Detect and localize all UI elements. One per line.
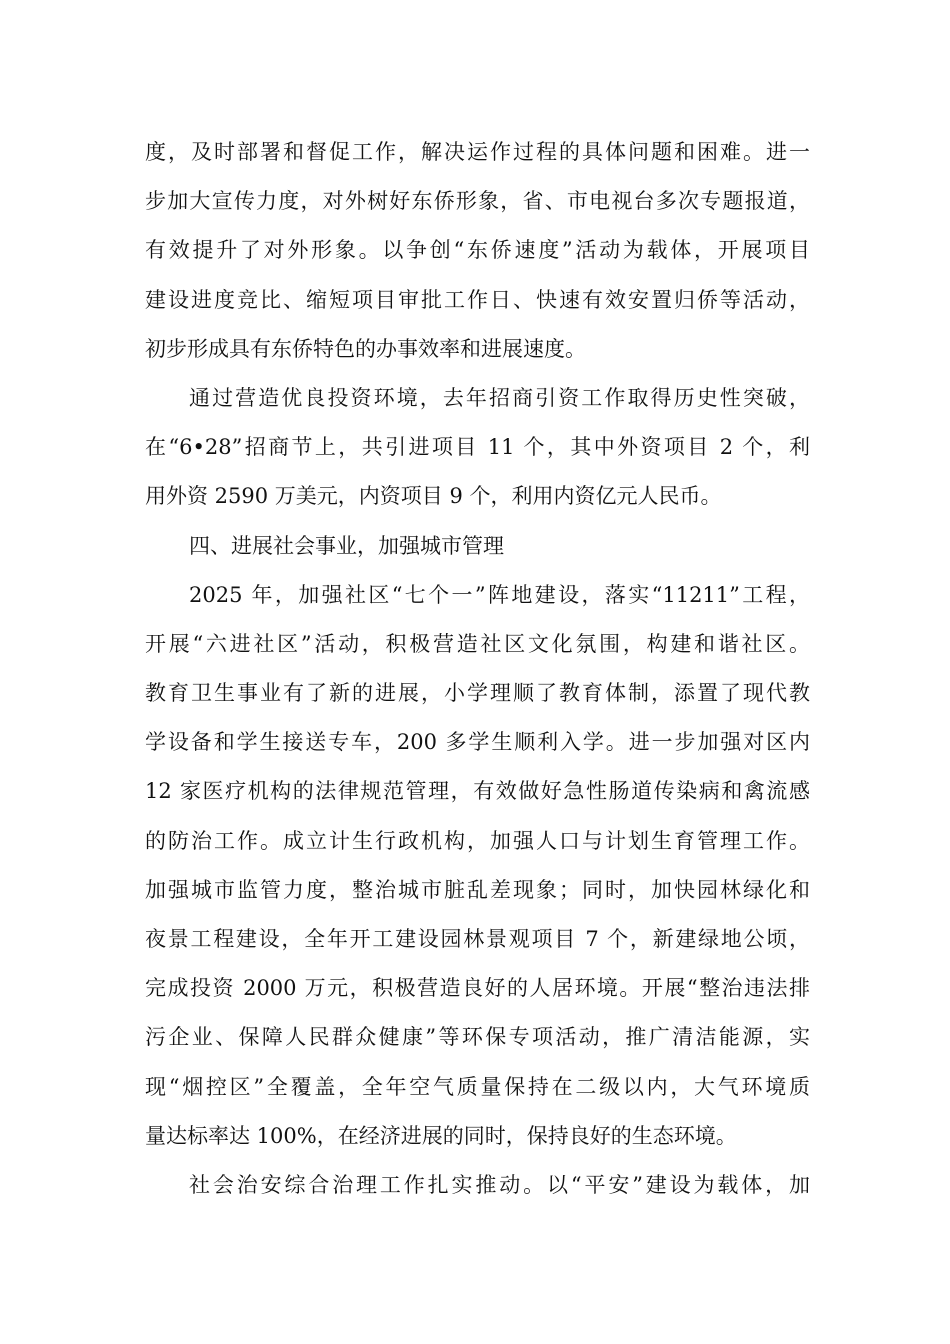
- text-line: 在“6•28”招商节上，共引进项目 11 个，其中外资项目 2 个，利: [145, 435, 810, 460]
- text-line: 2025 年，加强社区“七个一”阵地建设，落实“11211”工程，: [189, 582, 810, 607]
- text-line: 有效提升了对外形象。以争创“东侨速度”活动为载体，开展项目: [145, 238, 810, 263]
- text-line: 学设备和学生接送专车，200 多学生顺利入学。进一步加强对区内: [145, 730, 810, 755]
- section-heading: 四、进展社会事业，加强城市管理: [189, 533, 504, 558]
- text-line: 步加大宣传力度，对外树好东侨形象，省、市电视台多次专题报道，: [145, 189, 810, 214]
- text-line: 通过营造优良投资环境，去年招商引资工作取得历史性突破，: [189, 385, 810, 410]
- text-line: 夜景工程建设，全年开工建设园林景观项目 7 个，新建绿地公顷，: [145, 927, 810, 951]
- text-line: 污企业、保障人民群众健康”等环保专项活动，推广清洁能源，实: [145, 1025, 810, 1050]
- text-line: 现“烟控区”全覆盖，全年空气质量保持在二级以内，大气环境质: [145, 1074, 810, 1099]
- text-line: 初步形成具有东侨特色的办事效率和进展速度。: [145, 336, 586, 361]
- text-line: 加强城市监管力度，整治城市脏乱差现象；同时，加快园林绿化和: [145, 877, 810, 902]
- text-line: 完成投资 2000 万元，积极营造良好的人居环境。开展“整治违法排: [145, 976, 810, 1001]
- body-text: [145, 128, 810, 1210]
- text-line: 用外资 2590 万美元，内资项目 9 个，利用内资亿元人民币。: [145, 484, 722, 509]
- text-line: 12 家医疗机构的法律规范管理，有效做好急性肠道传染病和禽流感: [145, 779, 810, 804]
- text-line: 的防治工作。成立计生行政机构，加强人口与计划生育管理工作。: [145, 828, 810, 853]
- text-line: 量达标率达 100%，在经济进展的同时，保持良好的生态环境。: [145, 1123, 737, 1148]
- text-line: 开展“六进社区”活动，积极营造社区文化氛围，构建和谐社区。: [145, 631, 810, 656]
- text-line: 度，及时部署和督促工作，解决运作过程的具体问题和困难。进一: [145, 140, 810, 164]
- text-line: 建设进度竞比、缩短项目审批工作日、快速有效安置归侨等活动，: [145, 287, 810, 312]
- text-line: 教育卫生事业有了新的进展，小学理顺了教育体制，添置了现代教: [145, 681, 810, 706]
- text-line: 社会治安综合治理工作扎实推动。以“平安”建设为载体，加: [189, 1172, 810, 1197]
